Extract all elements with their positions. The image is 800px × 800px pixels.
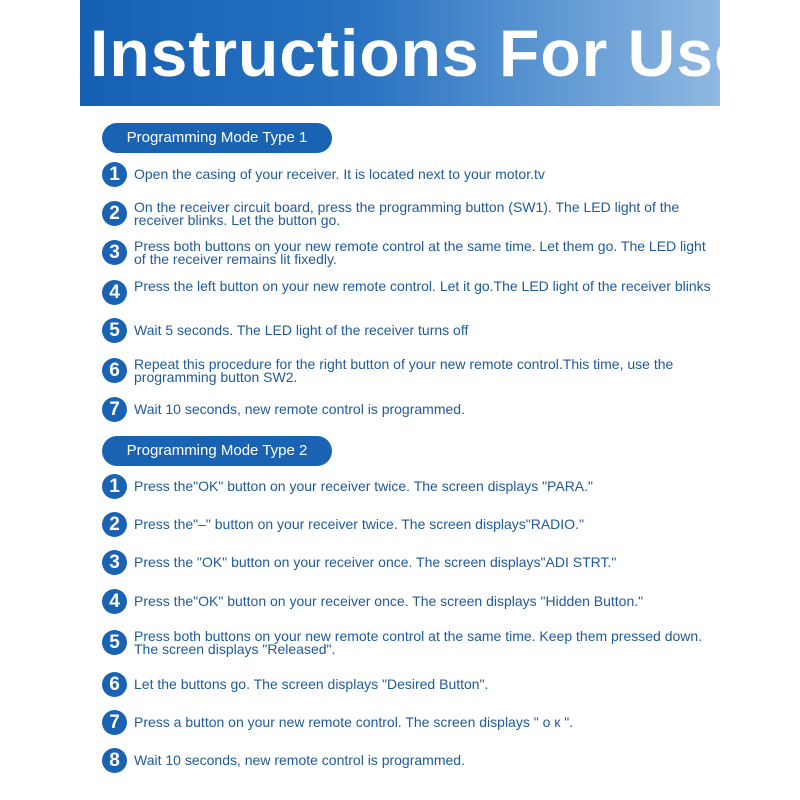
step-text: Wait 10 seconds, new remote control is programmed. (134, 401, 465, 417)
step-number-badge: 7 (102, 397, 127, 422)
step-number-badge: 7 (102, 710, 127, 735)
step-text: Press the left button on your new remote control. Let it go.The LED light of the receiver blinks (134, 278, 711, 294)
step-number-badge: 4 (102, 589, 127, 614)
step-number-badge: 4 (102, 280, 127, 305)
step-text: Repeat this procedure for the right button of your new remote control.This time, use the programming button SW2. (134, 356, 674, 385)
step-number-badge: 1 (102, 474, 127, 499)
step-number-badge: 2 (102, 201, 127, 226)
step-number-badge: 6 (102, 358, 127, 383)
step-number-badge: 8 (102, 748, 127, 773)
title-banner (80, 0, 752, 106)
page-title: Instructions For Use (90, 16, 752, 90)
step-text: Wait 5 seconds. The LED light of the receiver turns off (134, 322, 469, 338)
step-text: Press the "OK" button on your receiver once. The screen displays"ADI STRT." (134, 554, 617, 570)
section-header-mode-type-2: Programming Mode Type 2 (102, 436, 332, 466)
step-number-badge: 2 (102, 512, 127, 537)
step-number-badge: 5 (102, 318, 127, 343)
step-text: Press both buttons on your new remote control at the same time. Let them go. The LED light of the receiver remains lit fixedly. (134, 238, 706, 267)
step-text: On the receiver circuit board, press the programming button (SW1). The LED light of the receiver blinks. Let the button go. (134, 199, 680, 228)
step-text: Wait 10 seconds, new remote control is programmed. (134, 752, 465, 768)
step-number-badge: 3 (102, 240, 127, 265)
step-text: Let the buttons go. The screen displays "Desired Button". (134, 676, 489, 692)
step-text: Press the"–" button on your receiver twice. The screen displays"RADIO." (134, 516, 584, 532)
step-text: Press the"OK" button on your receiver once. The screen displays "Hidden Button." (134, 593, 644, 609)
step-text: Open the casing of your receiver. It is located next to your motor.tv (134, 166, 545, 182)
step-text: Press a button on your new remote control. The screen displays " o к ". (134, 714, 574, 730)
step-text: Press both buttons on your new remote control at the same time. Keep them pressed down. The screen displays "Released". (134, 628, 703, 657)
step-text: Press the"OK" button on your receiver twice. The screen displays "PARA." (134, 478, 594, 494)
step-number-badge: 5 (102, 630, 127, 655)
step-number-badge: 6 (102, 672, 127, 697)
step-number-badge: 3 (102, 550, 127, 575)
section-header-mode-type-1: Programming Mode Type 1 (102, 123, 332, 153)
step-number-badge: 1 (102, 162, 127, 187)
